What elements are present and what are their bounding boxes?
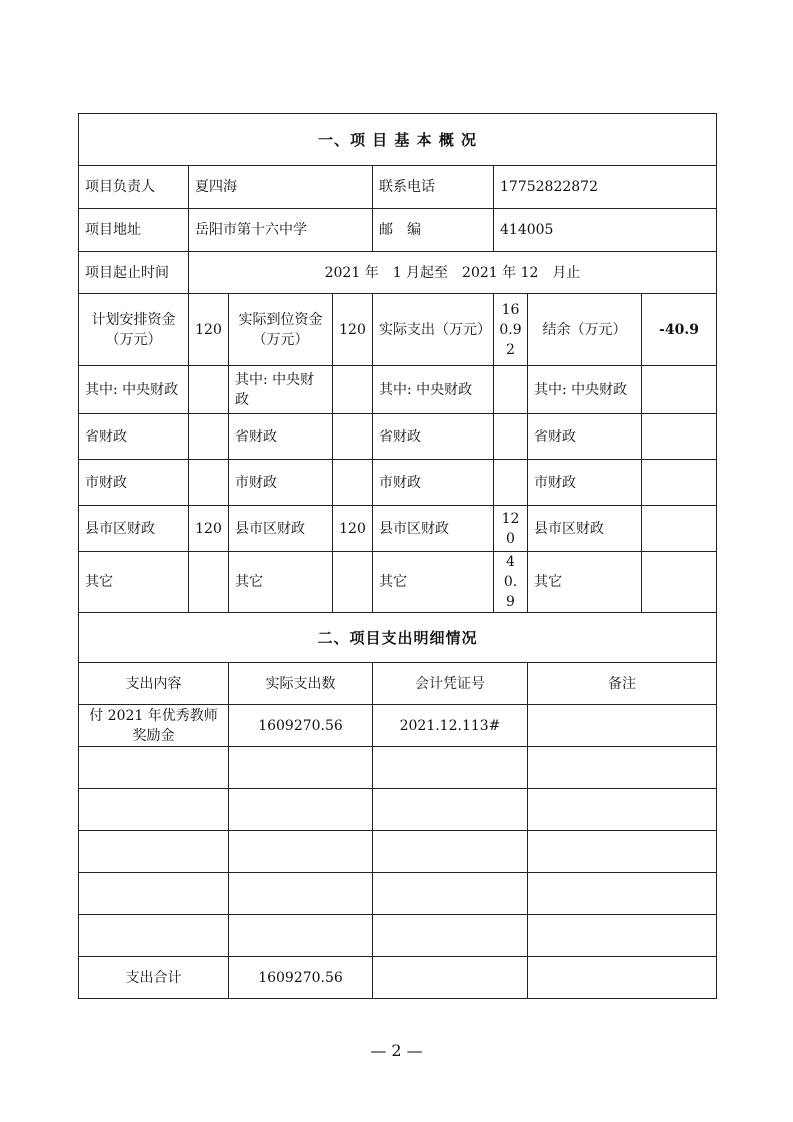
section1-title: 一、项 目 基 本 概 况 xyxy=(79,114,717,166)
expense-note xyxy=(528,705,717,747)
table-row xyxy=(79,789,717,831)
row-value xyxy=(333,460,373,506)
row-value xyxy=(494,414,528,460)
row-value xyxy=(333,414,373,460)
row-label: 省财政 xyxy=(528,414,642,460)
row-value xyxy=(333,366,373,414)
row-value: 120 xyxy=(494,506,528,552)
row-label: 其中: 中央财政 xyxy=(79,366,189,414)
row-label: 其中: 中央财政 xyxy=(373,366,494,414)
balance-value: -40.9 xyxy=(642,294,717,366)
row-value xyxy=(642,460,717,506)
address-label: 项目地址 xyxy=(79,209,189,252)
spent-funds-label: 实际支出（万元） xyxy=(373,294,494,366)
funds-row xyxy=(79,460,717,506)
expense-amount: 1609270.56 xyxy=(229,705,373,747)
row-label: 省财政 xyxy=(79,414,189,460)
received-funds-label: 实际到位资金（万元） xyxy=(229,294,333,366)
row-label: 县市区财政 xyxy=(79,506,189,552)
row-value: 120 xyxy=(189,506,229,552)
row-label: 市财政 xyxy=(528,460,642,506)
row-label: 省财政 xyxy=(373,414,494,460)
header-amount: 实际支出数 xyxy=(229,663,373,705)
table-row xyxy=(79,873,717,915)
row-label: 市财政 xyxy=(79,460,189,506)
planned-funds-value: 120 xyxy=(189,294,229,366)
postcode-label: 邮 编 xyxy=(373,209,494,252)
total-label: 支出合计 xyxy=(79,957,229,999)
postcode-value: 414005 xyxy=(494,209,717,252)
balance-label: 结余（万元） xyxy=(528,294,642,366)
row-label: 市财政 xyxy=(229,460,333,506)
section2-title: 二、项目支出明细情况 xyxy=(79,613,717,663)
project-info-table xyxy=(78,113,717,999)
funds-row xyxy=(79,366,717,414)
row-value xyxy=(494,366,528,414)
row-label: 其它 xyxy=(79,552,189,613)
total-row xyxy=(79,957,717,999)
table-row xyxy=(79,831,717,873)
period-label: 项目起止时间 xyxy=(79,252,189,294)
expense-content: 付 2021 年优秀教师奖励金 xyxy=(79,705,229,747)
row-label: 县市区财政 xyxy=(528,506,642,552)
row-value xyxy=(189,552,229,613)
row-label: 省财政 xyxy=(229,414,333,460)
spent-funds-value: 160.92 xyxy=(494,294,528,366)
table-row xyxy=(79,915,717,957)
row-label: 其中: 中央财政 xyxy=(229,366,333,414)
row-value xyxy=(189,460,229,506)
row-value xyxy=(189,366,229,414)
row-value xyxy=(494,460,528,506)
manager-label: 项目负责人 xyxy=(79,166,189,209)
row-label: 其中: 中央财政 xyxy=(528,366,642,414)
funds-row xyxy=(79,506,717,552)
planned-funds-label: 计划安排资金（万元） xyxy=(79,294,189,366)
row-value xyxy=(333,552,373,613)
row-value xyxy=(642,506,717,552)
row-value xyxy=(642,414,717,460)
row-label: 其它 xyxy=(373,552,494,613)
header-voucher: 会计凭证号 xyxy=(373,663,528,705)
row-label: 县市区财政 xyxy=(229,506,333,552)
total-value: 1609270.56 xyxy=(229,957,373,999)
phone-label: 联系电话 xyxy=(373,166,494,209)
row-label: 其它 xyxy=(528,552,642,613)
row-value xyxy=(642,366,717,414)
table-row xyxy=(79,747,717,789)
row-label: 其它 xyxy=(229,552,333,613)
row-label: 市财政 xyxy=(373,460,494,506)
funds-row xyxy=(79,552,717,613)
period-value: 2021 年 1 月起至 2021 年 12 月止 xyxy=(189,252,717,294)
table-row xyxy=(79,705,717,747)
row-value xyxy=(642,552,717,613)
manager-value: 夏四海 xyxy=(189,166,373,209)
row-value: 120 xyxy=(333,506,373,552)
expense-voucher: 2021.12.113# xyxy=(373,705,528,747)
page-number: — 2 — xyxy=(370,1041,423,1060)
row-value xyxy=(189,414,229,460)
row-label: 县市区财政 xyxy=(373,506,494,552)
header-note: 备注 xyxy=(528,663,717,705)
received-funds-value: 120 xyxy=(333,294,373,366)
address-value: 岳阳市第十六中学 xyxy=(189,209,373,252)
phone-value: 17752822872 xyxy=(494,166,717,209)
funds-row xyxy=(79,414,717,460)
row-value: 40.9 xyxy=(494,552,528,613)
header-content: 支出内容 xyxy=(79,663,229,705)
